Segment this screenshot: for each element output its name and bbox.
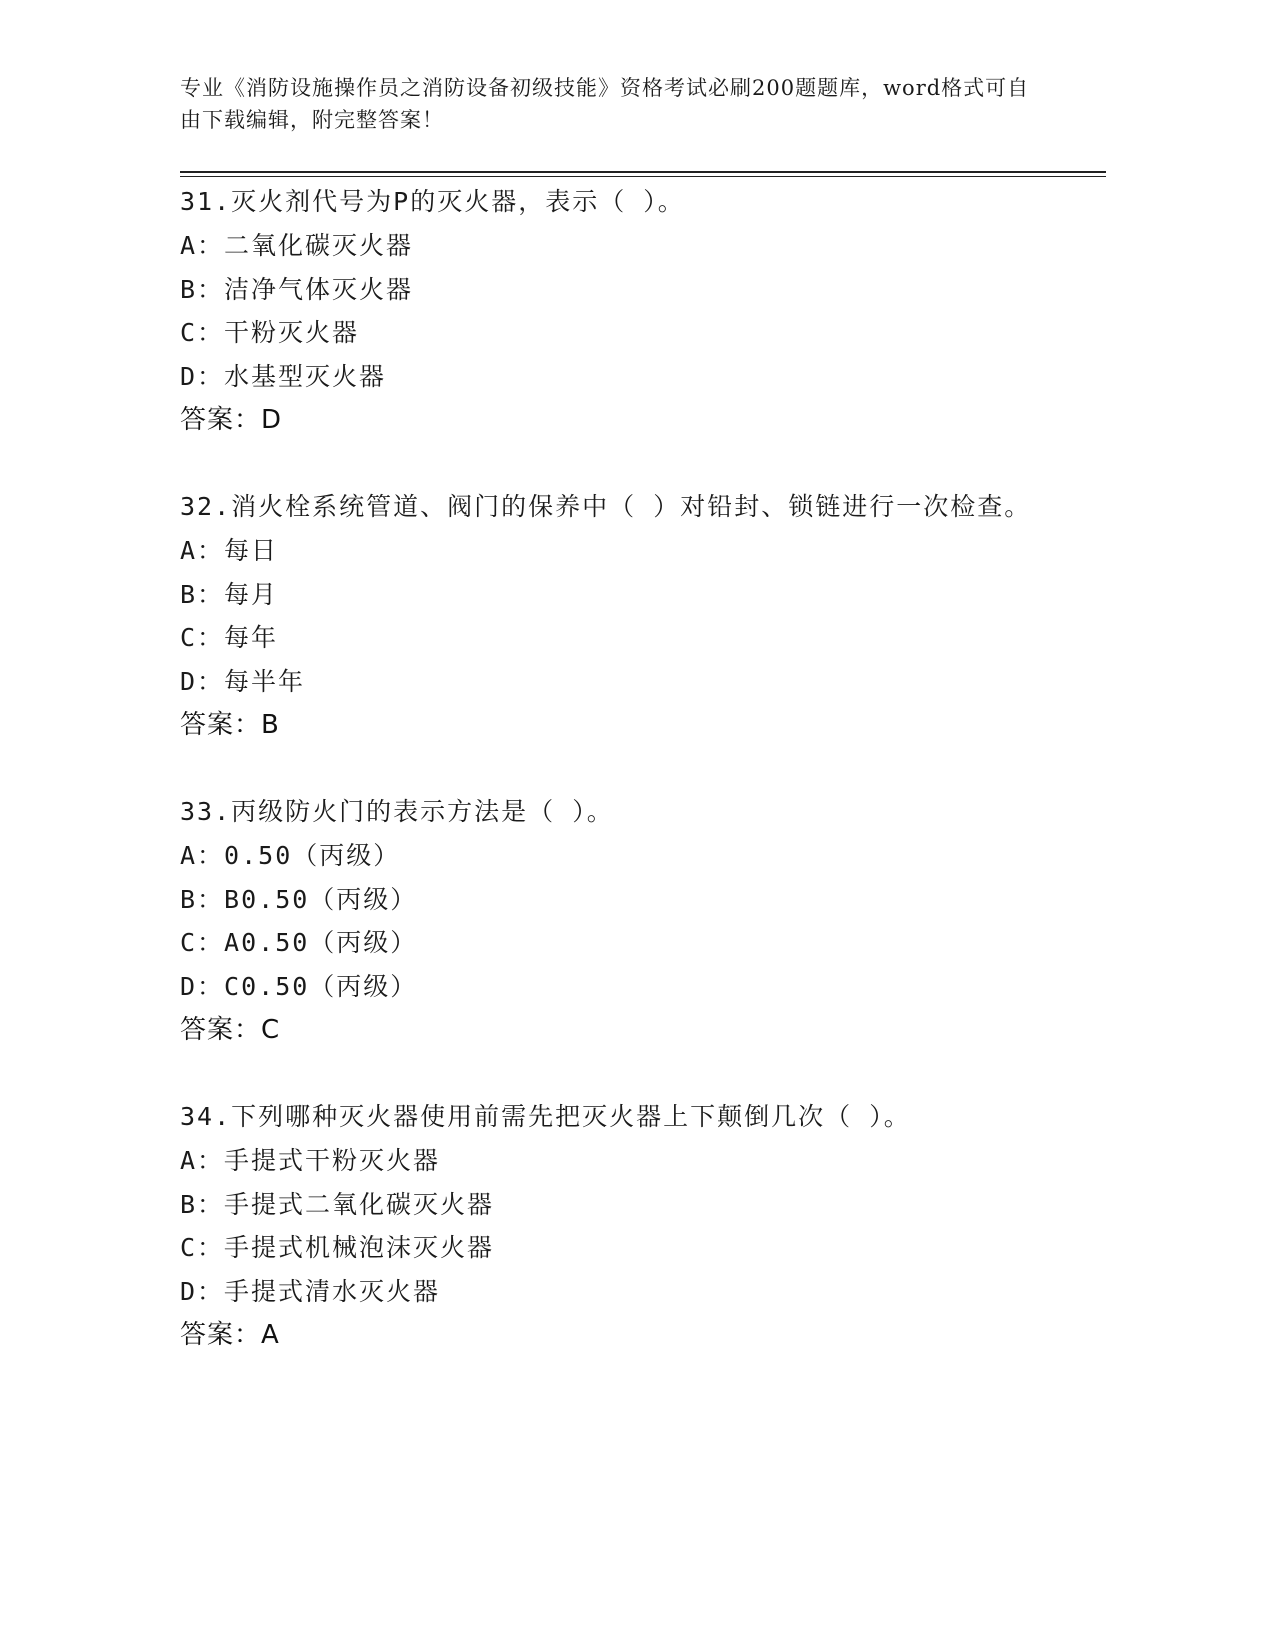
question-33 <box>180 790 1060 1052</box>
answer-line: 答案：C <box>180 1015 281 1045</box>
answer-line: 答案：B <box>180 710 280 740</box>
option-d: D：水基型灭火器 <box>180 361 387 391</box>
question-34 <box>180 1095 1060 1357</box>
question-stem: 32.消火栓系统管道、阀门的保养中（ ）对铅封、锁链进行一次检查。 <box>180 492 1032 521</box>
option-b: B：B0.50（丙级） <box>180 884 418 914</box>
option-a: A：手提式干粉灭火器 <box>180 1146 441 1175</box>
option-a: A：0.50（丙级） <box>180 841 401 870</box>
question-31 <box>180 180 1060 442</box>
option-d: D：C0.50（丙级） <box>180 971 418 1001</box>
question-stem: 33.丙级防火门的表示方法是（ ）。 <box>180 797 614 826</box>
option-c: C：每年 <box>180 623 279 652</box>
header-divider-thin <box>180 176 1106 177</box>
answer-line: 答案：A <box>180 1320 280 1350</box>
option-c: C：A0.50（丙级） <box>180 928 418 957</box>
header-divider-thick <box>180 171 1106 173</box>
option-d: D：手提式清水灭火器 <box>180 1276 441 1306</box>
question-32 <box>180 485 1060 747</box>
option-a: A：二氧化碳灭火器 <box>180 231 414 260</box>
option-c: C：干粉灭火器 <box>180 318 360 347</box>
question-list <box>180 180 1060 1400</box>
document-intro: 专业《消防设施操作员之消防设备初级技能》资格考试必刷200题题库，word格式可自由下载编辑，附完整答案！ <box>180 76 1030 132</box>
option-d: D：每半年 <box>180 666 306 696</box>
option-b: B：每月 <box>180 579 279 609</box>
option-b: B：手提式二氧化碳灭火器 <box>180 1189 495 1219</box>
option-c: C：手提式机械泡沫灭火器 <box>180 1233 495 1262</box>
option-a: A：每日 <box>180 536 279 565</box>
answer-line: 答案：D <box>180 405 283 435</box>
question-stem: 34.下列哪种灭火器使用前需先把灭火器上下颠倒几次（ ）。 <box>180 1102 911 1131</box>
question-stem: 31.灭火剂代号为P的灭火器，表示（ ）。 <box>180 187 685 216</box>
option-b: B：洁净气体灭火器 <box>180 274 414 304</box>
